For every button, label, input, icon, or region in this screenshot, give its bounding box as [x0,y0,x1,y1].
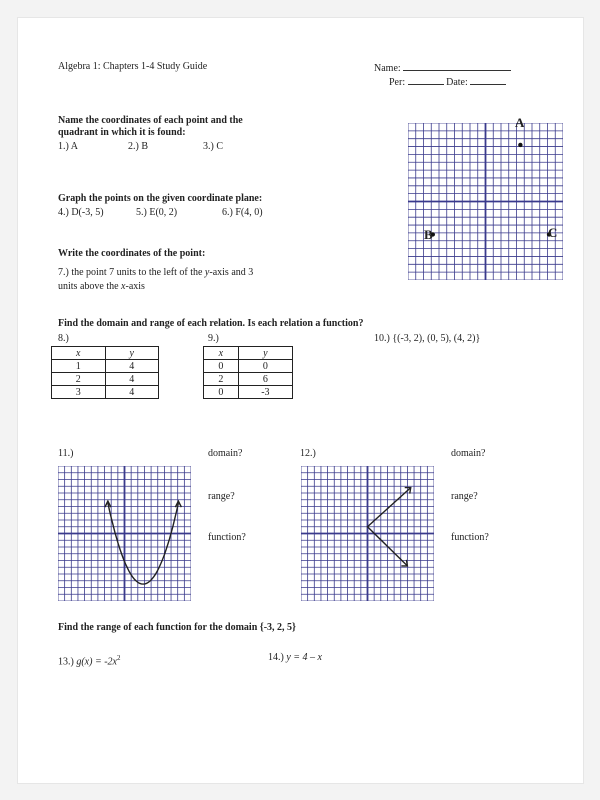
q13-exponent: 2 [116,654,121,662]
table-row [52,347,159,360]
q7-text-b: -axis and 3 [209,267,254,278]
grid-lines [301,466,434,601]
grid-lines [58,466,191,601]
q13-number: 13.) [58,656,77,668]
question-5: 5.) E(0, 2) [136,207,178,218]
graph-v-shape [301,466,434,601]
question-13 [58,652,120,668]
table-header-x: x [52,347,106,360]
q7-y-axis: y [204,267,210,278]
table-cell: 4 [105,386,159,399]
point-a-dot [518,143,522,147]
question-1: 1.) A [58,141,78,152]
table-row [204,373,293,386]
table-cell: 0 [204,360,239,373]
table-header-y: y [238,347,292,360]
q7-text-d: -axis [125,281,145,292]
question-9: 9.) [208,333,219,344]
date-label: Date: [446,77,468,88]
section1-heading-line1: Name the coordinates of each point and the [58,115,243,126]
table-cell: 4 [105,373,159,386]
point-label-a: A [515,115,525,130]
coordinate-plane-points[interactable] [408,123,563,280]
range-label-11: range? [208,491,235,502]
q14-expression: y = 4 – x [286,652,322,663]
parabola-curve [108,503,178,584]
table-row [204,360,293,373]
table-header-y: y [105,347,159,360]
relation-table-9 [203,346,293,399]
question-2: 2.) B [128,141,148,152]
function-label-12: function? [451,532,489,543]
function-label-11: function? [208,532,246,543]
table-cell: 3 [52,386,106,399]
table-cell: 6 [238,373,292,386]
per-blank[interactable] [408,75,444,85]
name-line [374,61,511,75]
table-row [52,386,159,399]
section4-heading: Find the domain and range of each relation. Is each relation a function? [58,318,364,329]
question-7-line2 [58,281,145,293]
table-row [204,347,293,360]
table-cell: 2 [52,373,106,386]
name-label: Name: [374,63,401,74]
point-label-c: C [548,225,558,240]
per-label: Per: [389,77,406,88]
date-blank[interactable] [470,75,506,85]
question-7-line1 [58,267,253,279]
question-8: 8.) [58,333,69,344]
grid-lines [408,123,563,280]
table-cell: 0 [204,386,239,399]
question-11: 11.) [58,448,74,459]
worksheet-page [18,18,583,783]
question-14 [268,652,322,664]
worksheet-title: Algebra 1: Chapters 1-4 Study Guide [58,61,208,72]
table-row [52,360,159,373]
name-blank[interactable] [403,61,511,71]
section1-heading-line2: quadrant in which it is found: [58,127,186,138]
section2-heading: Graph the points on the given coordinate plane: [58,193,263,204]
relation-table-8 [51,346,159,399]
section6-heading: Find the range of each function for the domain {-3, 2, 5} [58,622,296,633]
question-12: 12.) [300,448,316,459]
table-cell: 4 [105,360,159,373]
question-3: 3.) C [203,141,223,152]
per-date-line [389,75,506,89]
table-cell: -3 [238,386,292,399]
table-row [52,373,159,386]
question-4: 4.) D(-3, 5) [58,207,104,218]
q7-text-a: 7.) the point 7 units to the left of the [58,267,205,278]
table-row [204,386,293,399]
q13-expression: g(x) = -2x [76,656,117,668]
table-header-x: x [204,347,239,360]
point-label-b: B [424,227,433,242]
q7-text-c: units above the [58,281,122,292]
graph-parabola [58,466,191,601]
table-cell: 2 [204,373,239,386]
domain-label-12: domain? [451,448,486,459]
range-label-12: range? [451,491,478,502]
question-10: 10.) {(-3, 2), (0, 5), (4, 2)} [374,333,481,344]
domain-label-11: domain? [208,448,243,459]
question-6: 6.) F(4, 0) [222,207,263,218]
q14-number: 14.) [268,652,287,663]
table-cell: 1 [52,360,106,373]
section3-heading: Write the coordinates of the point: [58,248,206,259]
table-cell: 0 [238,360,292,373]
q7-x-axis: x [121,281,126,292]
